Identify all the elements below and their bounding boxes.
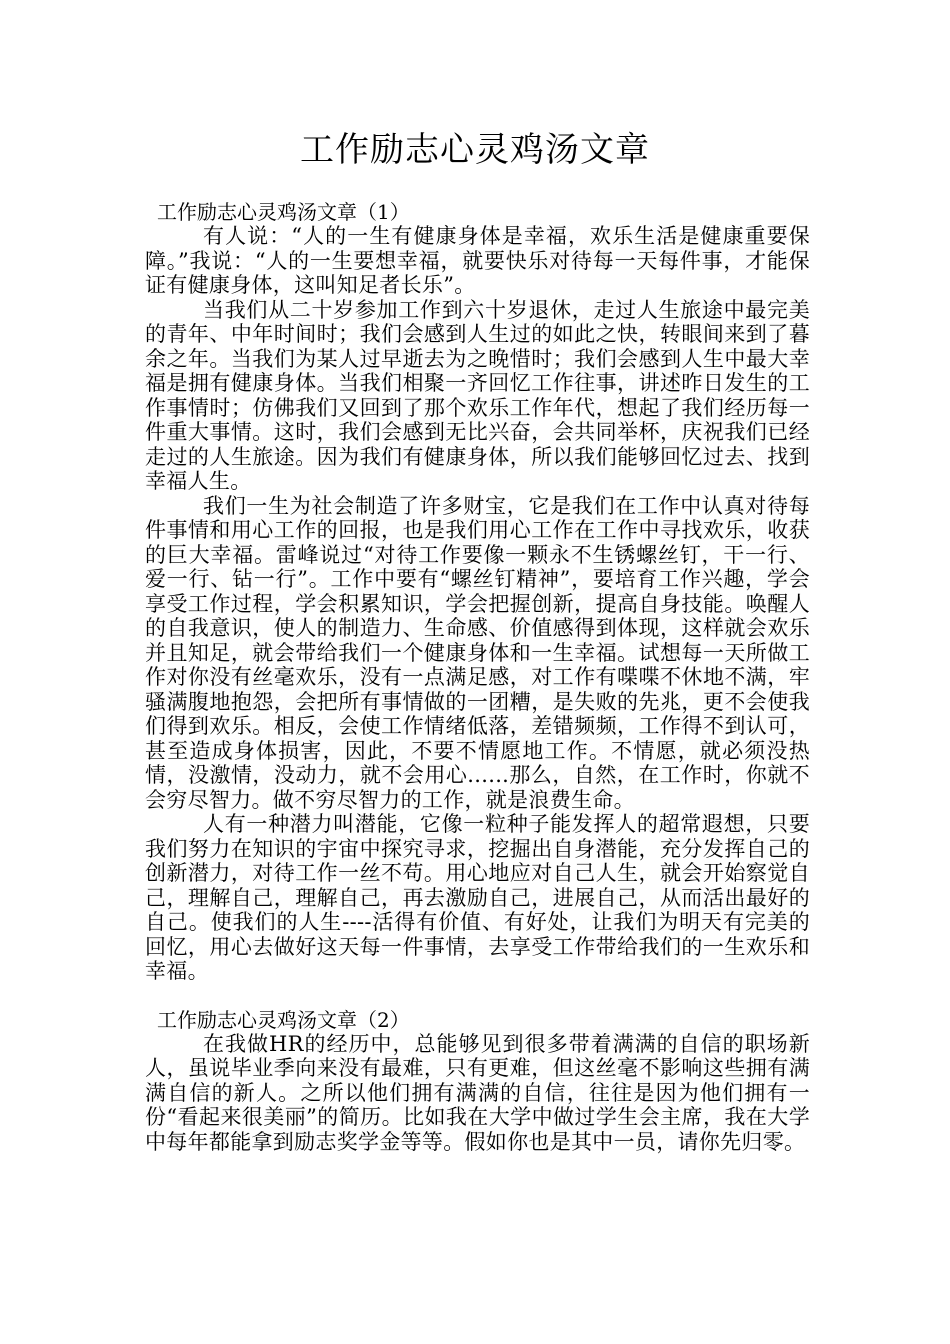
paragraph: 人有一种潜力叫潜能，它像一粒种子能发挥人的超常遐想，只要我们努力在知识的宇宙中探究寻求，挖掘出自身潜能，充分发挥自己的创新潜力，对待工作一丝不苟。用心地应对自己人生，就会开始察觉自己，理解自己，理解自己，再去激励自己，进展自己，从而活出最好的自己。使我们的人生----活得有价值、有好处，让我们为明天有完美的回忆，用心去做好这天每一件事情，去享受工作带给我们的一生欢乐和幸福。 xyxy=(145,812,810,983)
paragraph: 当我们从二十岁参加工作到六十岁退休，走过人生旅途中最完美的青年、中年时间时；我们会感到人生过的如此之快，转眼间来到了暮余之年。当我们为某人过早逝去为之晚惜时；我们会感到人生中最大幸福是拥有健康身体。当我们相聚一齐回忆工作往事，讲述昨日发生的工作事情时；仿佛我们又回到了那个欢乐工作年代，想起了我们经历每一件重大事情。这时，我们会感到无比兴奋，会共同举杯，庆祝我们已经走过的人生旅途。因为我们有健康身体，所以我们能够回忆过去、找到幸福人生。 xyxy=(145,297,810,493)
section-heading: 工作励志心灵鸡汤文章（2） xyxy=(157,1007,410,1032)
paragraph: 有人说：“人的一生有健康身体是幸福，欢乐生活是健康重要保障。”我说：“人的一生要想幸福，就要快乐对待每一天每件事，才能保证有健康身体，这叫知足者长乐”。 xyxy=(145,224,810,297)
paragraph: 我们一生为社会制造了许多财宝，它是我们在工作中认真对待每件事情和用心工作的回报，也是我们用心工作在工作中寻找欢乐，收获的巨大幸福。雷峰说过“对待工作要像一颗永不生锈螺丝钉，干一行、爱一行、钻一行”。工作中要有“螺丝钉精神”，要培育工作兴趣，学会享受工作过程，学会积累知识，学会把握创新，提高自身技能。唤醒人的自我意识，使人的制造力、生命感、价值感得到体现，这样就会欢乐并且知足，就会带给我们一个健康身体和一生幸福。试想每一天所做工作对你没有丝毫欢乐，没有一点满足感，对工作有喋喋不休地不满，牢骚满腹地抱怨，会把所有事情做的一团糟，是失败的先兆，更不会使我们得到欢乐。相反，会使工作情绪低落，差错频频，工作得不到认可，甚至造成身体损害，因此，不要不情愿地工作。不情愿，就必须没热情，没激情，没动力，就不会用心......那么，自然，在工作时，你就不会穷尽智力。做不穷尽智力的工作，就是浪费生命。 xyxy=(145,493,810,812)
paragraph: 在我做HR的经历中，总能够见到很多带着满满的自信的职场新人，虽说毕业季向来没有最难，只有更难，但这丝毫不影响这些拥有满满自信的新人。之所以他们拥有满满的自信，往往是因为他们拥有一份“看起来很美丽”的简历。比如我在大学中做过学生会主席，我在大学中每年都能拿到励志奖学金等等。假如你也是其中一员，请你先归零。 xyxy=(145,1031,810,1154)
document-body xyxy=(145,200,810,1154)
section-heading: 工作励志心灵鸡汤文章（1） xyxy=(157,200,410,224)
article-section-2 xyxy=(145,1008,810,1155)
article-section-1 xyxy=(145,200,810,984)
document-title: 工作励志心灵鸡汤文章 xyxy=(300,130,650,170)
